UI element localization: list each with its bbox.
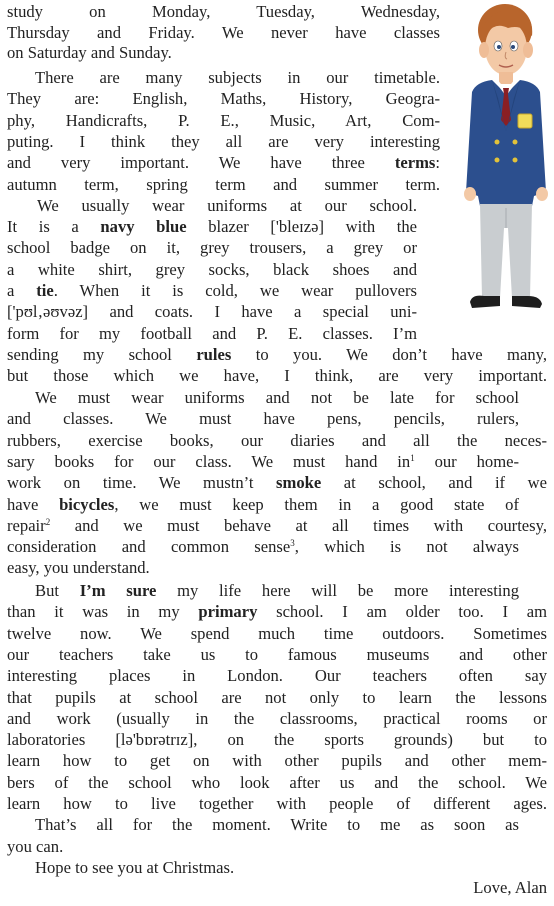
- text-line: [7, 877, 547, 899]
- text-run: Hope to see you at Christmas.: [35, 858, 235, 877]
- bold-term: bicycles: [59, 494, 115, 514]
- text-run: our teachers take us to famous museums and other: [7, 644, 547, 664]
- text-line: [7, 729, 547, 751]
- text-run: laboratories [lə'bɒrətrɪz], on the sports grounds) but to: [7, 730, 547, 750]
- text-line: [7, 152, 440, 174]
- text-run: easy, you understand.: [7, 558, 150, 578]
- bold-term: smoke: [276, 473, 322, 493]
- text-line: [7, 259, 417, 281]
- bold-term: I’m sure: [79, 581, 157, 600]
- footnote-marker: 1: [410, 452, 415, 463]
- text-run: on Saturday and Sunday.: [7, 43, 172, 62]
- bold-term: terms: [394, 153, 436, 173]
- text-run: bers of the school who look after us and the school. We: [7, 772, 547, 792]
- text-line: [7, 536, 519, 558]
- text-line: [7, 472, 547, 494]
- text-run: and very important. We have three: [7, 153, 395, 173]
- text-run: our home-: [414, 451, 519, 471]
- text-run: twelve now. We spend much time outdoors. Sometimes: [7, 623, 547, 643]
- text-line: [7, 793, 547, 815]
- text-run: Thursday and Friday. We never have classes: [7, 22, 440, 42]
- text-run: sending my school: [7, 344, 197, 364]
- text-line: [7, 494, 519, 516]
- text-line: [7, 42, 440, 64]
- text-line: [35, 814, 519, 836]
- text-line: [7, 1, 440, 23]
- text-run: sary books for our class. We must hand in: [7, 451, 411, 471]
- text-run: school. I am older too. I am: [257, 602, 548, 622]
- text-line: [7, 131, 440, 153]
- text-line: [7, 708, 547, 730]
- text-line: [7, 772, 547, 794]
- text-run: Love, Alan: [473, 878, 547, 897]
- text-line: [7, 687, 547, 709]
- text-line: [35, 67, 440, 89]
- text-run: , we must keep them in a good state of: [114, 494, 519, 514]
- text-line: [7, 430, 547, 452]
- text-line: [7, 408, 519, 430]
- text-run: There are many subjects in our timetable.: [35, 68, 440, 87]
- text-line: [7, 323, 417, 345]
- text-run: interesting places in London. Our teachers often say: [7, 666, 547, 686]
- text-run: my life here will be more interesting: [156, 581, 520, 600]
- text-run: We must wear uniforms and not be late for school: [35, 388, 519, 407]
- text-run: you can.: [7, 836, 64, 856]
- text-run: work on time. We mustn’t: [7, 473, 277, 493]
- text-line: [7, 601, 547, 623]
- text-run: study on Monday, Tuesday, Wednesday,: [7, 2, 440, 21]
- text-line: [7, 110, 440, 132]
- text-run: school badge on it, grey trousers, a grey or: [7, 238, 417, 258]
- text-run: learn how to get on with other pupils and other mem-: [7, 751, 547, 771]
- text-line: [35, 387, 519, 409]
- text-run: but those which we have, I think, are very important.: [7, 366, 547, 386]
- bold-term: primary: [198, 602, 258, 622]
- text-run: ['pʊl‚əʊvəz] and coats. I have a special uni-: [7, 302, 417, 322]
- text-run: autumn term, spring term and summer term.: [7, 174, 440, 194]
- text-run: learn how to live together with people of different ages.: [7, 794, 547, 813]
- text-run: and work (usually in the classrooms, practical rooms or: [7, 708, 547, 728]
- text-run: , which is not always: [294, 537, 520, 557]
- black-shoes: [470, 296, 500, 308]
- text-run: form for my football and P. E. classes. I’m: [7, 323, 417, 343]
- footnote-marker: 2: [45, 516, 51, 527]
- text-run: We usually wear uniforms at our school.: [37, 195, 417, 215]
- text-line: [7, 237, 417, 259]
- text-line: [35, 580, 519, 602]
- text-run: blazer ['bleɪzə] with the: [186, 217, 418, 237]
- text-run: That’s all for the moment. Write to me as soon as: [35, 815, 519, 835]
- text-run: They are: English, Maths, History, Geogra-: [7, 89, 440, 109]
- text-run: . When it is cold, we wear pullovers: [53, 281, 418, 300]
- school-badge: [518, 114, 532, 128]
- text-line: [7, 644, 547, 666]
- text-line: [37, 195, 417, 217]
- text-line: [7, 836, 547, 858]
- text-run: rubbers, exercise books, our diaries and all the neces-: [7, 430, 547, 450]
- text-line: [7, 557, 547, 579]
- text-line: [7, 216, 417, 238]
- text-run: puting. I think they all are very interesting: [7, 131, 440, 151]
- text-line: [7, 451, 519, 473]
- text-line: [7, 515, 547, 537]
- text-line: [7, 22, 440, 44]
- schoolboy-illustration: [462, 2, 548, 314]
- bold-term: rules: [196, 344, 232, 364]
- text-run: that pupils at school are not only to learn the lessons: [7, 687, 547, 707]
- bold-term: navy blue: [100, 217, 187, 237]
- text-run: :: [435, 153, 440, 173]
- footnote-marker: 3: [290, 538, 295, 549]
- text-line: [7, 623, 547, 645]
- text-run: have: [7, 494, 60, 514]
- text-line: [7, 365, 547, 387]
- text-line: [7, 280, 417, 302]
- text-line: [7, 750, 547, 772]
- text-run: phy, Handicrafts, P. E., Music, Art, Com-: [7, 110, 440, 130]
- text-run: But: [35, 581, 80, 600]
- text-line: [7, 174, 440, 196]
- text-run: consideration and common sense: [7, 537, 291, 557]
- text-run: repair: [7, 515, 46, 535]
- text-run: than it was in my: [7, 602, 199, 622]
- text-run: a white shirt, grey socks, black shoes and: [7, 259, 417, 279]
- text-line: [7, 301, 417, 323]
- text-line: [7, 665, 547, 687]
- text-line: [7, 88, 440, 110]
- text-run: It is a: [7, 217, 101, 237]
- text-run: and we must behave at all times with courtesy,: [50, 515, 547, 535]
- text-run: to you. We don’t have many,: [231, 344, 547, 364]
- bold-term: tie: [36, 281, 54, 300]
- text-run: a: [7, 281, 37, 300]
- text-run: at school, and if we: [321, 473, 548, 493]
- text-line: [35, 857, 547, 879]
- text-line: [7, 344, 547, 366]
- text-run: and classes. We must have pens, pencils, rulers,: [7, 409, 519, 429]
